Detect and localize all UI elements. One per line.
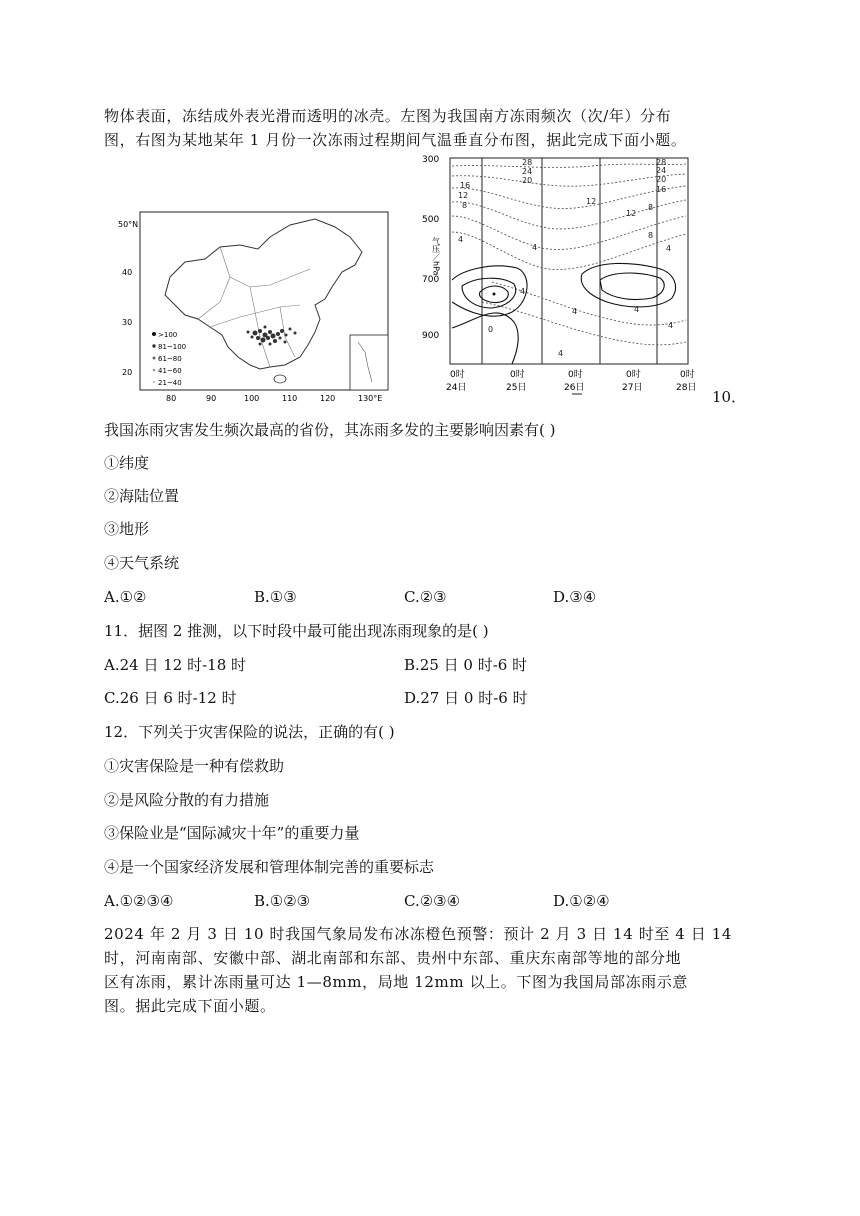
contour-label: 4 (668, 321, 674, 330)
lat-label: 50°N (118, 220, 139, 229)
q11-option-a[interactable]: A.24 日 12 时-18 时 (104, 656, 247, 674)
x-tick-top: 0时 (510, 370, 525, 380)
x-tick-bottom: 27日 (622, 383, 643, 393)
contour-label: 28 (522, 158, 533, 167)
contour-label: 16 (460, 181, 471, 190)
contour-label: 4 (532, 243, 538, 252)
q10-option-c[interactable]: C.②③ (404, 588, 447, 606)
q11-option-c[interactable]: C.26 日 6 时-12 时 (104, 689, 237, 707)
y-axis-label: 气压／hPa (431, 237, 441, 276)
q12-item: ②是风险分散的有力措施 (104, 791, 270, 809)
intro-line-1: 物体表面，冻结成外表光滑而透明的冰壳。左图为我国南方冻雨频次（次/年）分布 (104, 107, 672, 125)
contour-label: 20 (656, 175, 667, 184)
legend-label: 81~100 (158, 343, 187, 351)
lon-label: 100 (244, 394, 260, 402)
lon-label: 90 (206, 394, 217, 402)
lat-label: 20 (122, 368, 133, 377)
q11-stem: 11．据图 2 推测，以下时段中最可能出现冻雨现象的是( ) (104, 622, 489, 640)
q11-option-b[interactable]: B.25 日 0 时-6 时 (404, 656, 528, 674)
x-tick-top: 0时 (450, 370, 465, 380)
lon-label: 110 (282, 394, 298, 402)
x-tick-bottom: 24日 (446, 383, 467, 393)
contour-label: 12 (458, 191, 469, 200)
contour-label: 12 (626, 209, 637, 218)
passage-line-1: 2024 年 2 月 3 日 10 时我国气象局发布冰冻橙色预警：预计 2 月 3 日 14 时至 4 日 14 (104, 925, 733, 943)
q10-item: ③地形 (104, 520, 150, 538)
x-tick-bottom: 25日 (506, 383, 527, 393)
contour-label: 12 (586, 197, 597, 206)
frequency-map (110, 207, 400, 402)
contour-label: 20 (522, 176, 533, 185)
y-tick: 700 (422, 275, 440, 285)
contour-label: 24 (656, 166, 667, 175)
question-number-10: 10． (712, 388, 747, 406)
intro-line-2: 图，右图为某地某年 1 月份一次冻雨过程期间气温垂直分布图，据此完成下面小题。 (104, 131, 687, 149)
q12-item: ③保险业是“国际减灾十年”的重要力量 (104, 824, 360, 842)
lon-label: 80 (166, 394, 177, 402)
contour-label: 16 (656, 185, 667, 194)
y-tick: 900 (422, 331, 440, 341)
q10-option-b[interactable]: B.①③ (254, 588, 297, 606)
lat-label: 30 (122, 318, 133, 327)
contour-label: 4 (634, 305, 640, 314)
q12-stem: 12．下列关于灾害保险的说法，正确的有( ) (104, 723, 395, 741)
legend-label: >100 (158, 331, 178, 339)
legend-label: 41~60 (158, 367, 182, 375)
lon-label: 130°E (358, 394, 383, 402)
contour-label: 8 (462, 201, 468, 210)
contour-label: 4 (572, 307, 578, 316)
x-tick-bottom: 28日 (676, 383, 697, 393)
contour-label: 4 (458, 235, 464, 244)
legend-label: 21~40 (158, 379, 182, 387)
q12-item: ④是一个国家经济发展和管理体制完善的重要标志 (104, 858, 435, 876)
contour-label: 4 (666, 244, 672, 253)
x-tick-top: 0时 (568, 370, 583, 380)
q10-item: ④天气系统 (104, 554, 180, 572)
x-tick-top: 0时 (680, 370, 695, 380)
q12-option-a[interactable]: A.①②③④ (104, 892, 174, 910)
q12-option-d[interactable]: D.①②④ (553, 892, 610, 910)
y-tick: 300 (422, 155, 440, 165)
x-tick-bottom: 26日 (564, 383, 585, 393)
temperature-profile-chart (422, 152, 720, 402)
contour-label: 28 (656, 158, 667, 167)
contour-label: 24 (522, 167, 533, 176)
y-tick: 500 (422, 215, 440, 225)
contour-label: 0 (488, 325, 494, 334)
q10-stem: 我国冻雨灾害发生频次最高的省份，其冻雨多发的主要影响因素有( ) (104, 421, 556, 439)
contour-label: 4 (520, 287, 526, 296)
q10-item: ②海陆位置 (104, 487, 180, 505)
q12-item: ①灾害保险是一种有偿救助 (104, 757, 285, 775)
lat-label: 40 (122, 268, 133, 277)
passage-line-4: 图。据此完成下面小题。 (104, 997, 276, 1015)
passage-line-3: 区有冻雨，累计冻雨量可达 1—8mm，局地 12mm 以上。下图为我国局部冻雨示意 (104, 973, 688, 991)
passage-line-2: 时，河南南部、安徽中部、湖北南部和东部、贵州中东部、重庆东南部等地的部分地 (104, 949, 682, 967)
q12-option-c[interactable]: C.②③④ (404, 892, 461, 910)
lon-label: 120 (320, 394, 336, 402)
legend-label: 61~80 (158, 355, 182, 363)
x-tick-top: 0时 (626, 370, 641, 380)
q10-option-d[interactable]: D.③④ (553, 588, 597, 606)
contour-label: 8 (648, 231, 654, 240)
q10-item: ①纬度 (104, 454, 150, 472)
q12-option-b[interactable]: B.①②③ (254, 892, 311, 910)
q11-option-d[interactable]: D.27 日 0 时-6 时 (404, 689, 528, 707)
contour-label: 8 (648, 203, 654, 212)
figure (110, 152, 720, 402)
q10-option-a[interactable]: A.①② (104, 588, 147, 606)
contour-label: 4 (558, 349, 564, 358)
